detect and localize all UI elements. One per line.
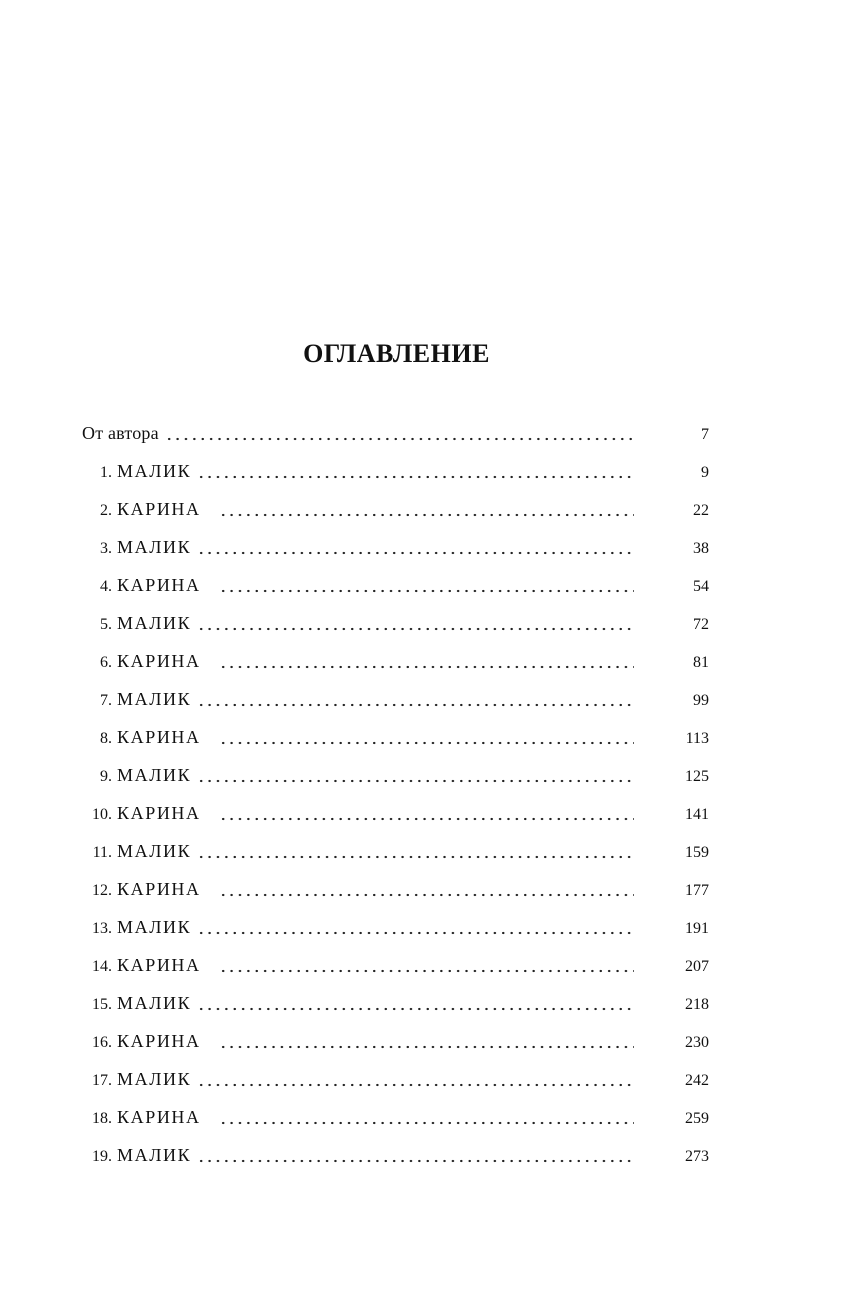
toc-entry-page: 242 (685, 1072, 709, 1089)
toc-entry[interactable] (82, 1060, 709, 1098)
toc-entry-label (82, 946, 213, 986)
dot-leader (219, 499, 634, 519)
toc-entry-page: 191 (685, 920, 709, 937)
toc-entry-number: 10. (92, 806, 112, 823)
table-of-contents (82, 414, 709, 1174)
toc-entry-page: 218 (685, 996, 709, 1013)
toc-entry-page: 7 (701, 426, 709, 443)
toc-entry[interactable] (82, 870, 709, 908)
toc-entry-label (82, 794, 213, 834)
toc-entry[interactable] (82, 566, 709, 604)
dot-leader (219, 1031, 634, 1051)
toc-entry-foreword[interactable] (82, 414, 709, 452)
toc-entry[interactable] (82, 756, 709, 794)
toc-entry-page: 273 (685, 1148, 709, 1165)
toc-entry[interactable] (82, 452, 709, 490)
toc-entry[interactable] (82, 946, 709, 984)
toc-entry-label (82, 642, 213, 682)
toc-entry-title: КАРИНА (117, 727, 201, 747)
toc-entry-label (82, 984, 191, 1024)
toc-entry[interactable] (82, 604, 709, 642)
toc-entry-title: КАРИНА (117, 1031, 201, 1051)
toc-entry-title: КАРИНА (117, 1107, 201, 1127)
dot-leader (197, 537, 634, 557)
toc-entry[interactable] (82, 984, 709, 1022)
toc-entry-title: КАРИНА (117, 651, 201, 671)
toc-entry[interactable] (82, 1098, 709, 1136)
toc-entry-number: 15. (92, 996, 112, 1013)
toc-entry-page: 22 (693, 502, 709, 519)
toc-entry-label (82, 832, 191, 872)
toc-entry-page: 141 (685, 806, 709, 823)
dot-leader (219, 879, 634, 899)
toc-entry[interactable] (82, 1136, 709, 1174)
dot-leader (197, 1145, 634, 1165)
toc-entry-title: МАЛИК (117, 765, 192, 785)
toc-entry[interactable] (82, 908, 709, 946)
toc-entry-number: 4. (100, 578, 112, 595)
toc-entry-label (82, 604, 191, 644)
toc-entry-page: 113 (685, 730, 709, 747)
toc-entry-label (82, 414, 159, 452)
toc-entry-number: 17. (92, 1072, 112, 1089)
dot-leader (197, 917, 634, 937)
toc-entry-number: 14. (92, 958, 112, 975)
toc-entry-title: МАЛИК (117, 917, 192, 937)
toc-entry-label (82, 1136, 191, 1176)
dot-leader (219, 803, 634, 823)
dot-leader (219, 727, 634, 747)
toc-entry-page: 259 (685, 1110, 709, 1127)
toc-entry-page: 230 (685, 1034, 709, 1051)
toc-entry-title: КАРИНА (117, 879, 201, 899)
toc-entry[interactable] (82, 642, 709, 680)
dot-leader (219, 575, 634, 595)
toc-entry-page: 9 (701, 464, 709, 481)
toc-entry-page: 38 (693, 540, 709, 557)
toc-entry-label (82, 566, 213, 606)
toc-entry-label (82, 1022, 213, 1062)
toc-entry-number: 9. (100, 768, 112, 785)
dot-leader (165, 423, 634, 443)
toc-entry-label (82, 756, 191, 796)
toc-entry-page: 99 (693, 692, 709, 709)
toc-entry-title: КАРИНА (117, 803, 201, 823)
dot-leader (197, 765, 634, 785)
toc-entry-label (82, 718, 213, 758)
toc-entry-title: МАЛИК (117, 689, 192, 709)
toc-entry-page: 72 (693, 616, 709, 633)
toc-entry[interactable] (82, 794, 709, 832)
toc-entry-number: 18. (92, 1110, 112, 1127)
toc-entry[interactable] (82, 832, 709, 870)
toc-entry-label (82, 680, 191, 720)
toc-entry-title: МАЛИК (117, 1069, 192, 1089)
dot-leader (219, 955, 634, 975)
toc-entry-title: КАРИНА (117, 575, 201, 595)
toc-entry-number: 1. (100, 464, 112, 481)
toc-entry[interactable] (82, 528, 709, 566)
toc-entry-title: КАРИНА (117, 955, 201, 975)
page-title: ОГЛАВЛЕНИЕ (303, 339, 490, 368)
toc-entry-number: 3. (100, 540, 112, 557)
toc-entry[interactable] (82, 718, 709, 756)
toc-entry-page: 177 (685, 882, 709, 899)
toc-entry-number: 5. (100, 616, 112, 633)
toc-entry-title: МАЛИК (117, 461, 192, 481)
toc-entry[interactable] (82, 1022, 709, 1060)
toc-entry-number: 8. (100, 730, 112, 747)
toc-entry-label (82, 1098, 213, 1138)
toc-entry-label (82, 1060, 191, 1100)
toc-entry-title: МАЛИК (117, 841, 192, 861)
dot-leader (219, 1107, 634, 1127)
toc-entry-page: 81 (693, 654, 709, 671)
toc-entry-label (82, 490, 213, 530)
dot-leader (197, 1069, 634, 1089)
toc-entry-number: 19. (92, 1148, 112, 1165)
toc-entry-title: МАЛИК (117, 613, 192, 633)
toc-entry-label (82, 452, 191, 492)
toc-entry[interactable] (82, 680, 709, 718)
dot-leader (197, 993, 634, 1013)
toc-entry-title: МАЛИК (117, 1145, 192, 1165)
toc-entry-number: 16. (92, 1034, 112, 1051)
toc-entry-page: 125 (685, 768, 709, 785)
toc-entry-label (82, 528, 191, 568)
toc-entry-label (82, 908, 191, 948)
dot-leader (197, 689, 634, 709)
toc-entry-number: 12. (92, 882, 112, 899)
toc-entry-page: 159 (685, 844, 709, 861)
toc-entry-number: 11. (92, 844, 112, 861)
toc-entry-title: МАЛИК (117, 537, 192, 557)
dot-leader (197, 841, 634, 861)
toc-entry-number: 13. (92, 920, 112, 937)
toc-entry-page: 54 (693, 578, 709, 595)
toc-entry[interactable] (82, 490, 709, 528)
dot-leader (197, 613, 634, 633)
toc-entry-title: КАРИНА (117, 499, 201, 519)
dot-leader (197, 461, 634, 481)
toc-entry-page: 207 (685, 958, 709, 975)
dot-leader (219, 651, 634, 671)
toc-entry-title: МАЛИК (117, 993, 192, 1013)
toc-entry-label (82, 870, 213, 910)
toc-entry-number: 6. (100, 654, 112, 671)
toc-entry-number: 2. (100, 502, 112, 519)
toc-entry-title: От автора (82, 423, 159, 443)
toc-entry-number: 7. (100, 692, 112, 709)
